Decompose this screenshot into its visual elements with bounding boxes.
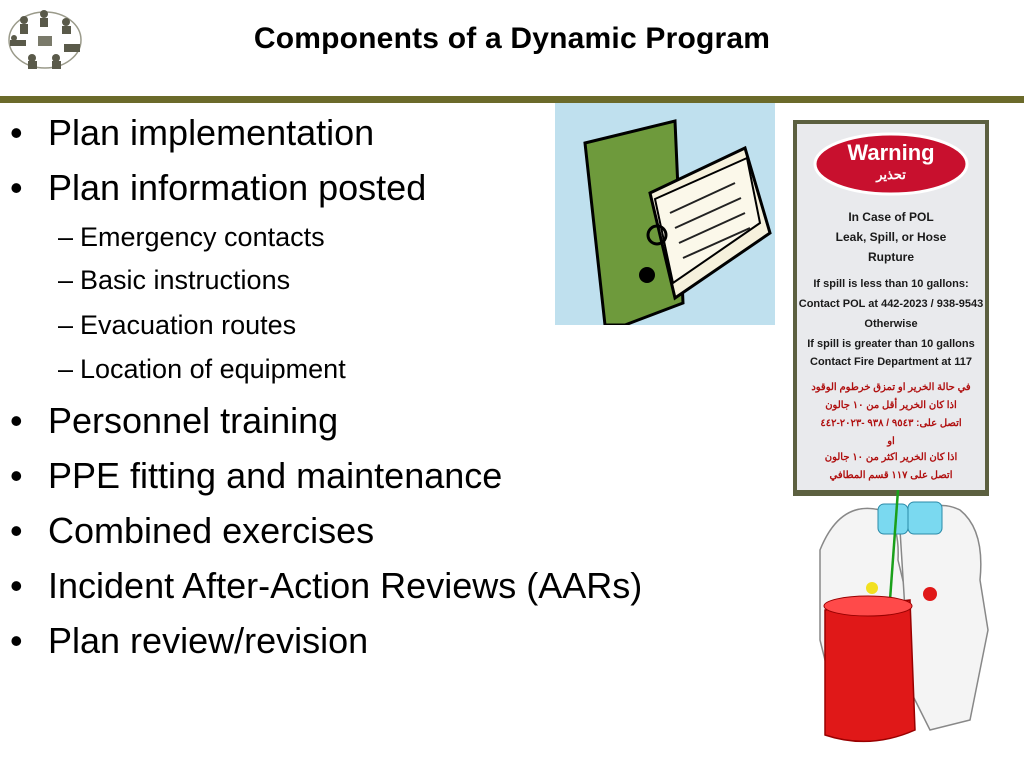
sub-bullet-item <box>58 310 296 341</box>
bullet-text: Personnel training <box>48 400 339 441</box>
bullet-text: Plan review/revision <box>48 620 369 661</box>
hazmat-suits-icon <box>800 490 990 768</box>
sub-bullet-item <box>58 222 325 253</box>
sign-arabic-line: اذا كان الخرير اكثر من ١٠ جالون <box>824 452 958 463</box>
sign-arabic-line: او <box>887 436 895 447</box>
dash-marker: – <box>58 310 74 340</box>
binder-icon <box>555 103 775 325</box>
sign-arabic-line: اتصل على: ٩٥٤٣ / ٩٣٨ -٢٠٢٣-٤٤٢ <box>820 418 962 429</box>
sign-heading-arabic: تحذير <box>876 167 906 182</box>
bullet-item <box>10 112 374 154</box>
sub-bullet-item <box>58 354 346 385</box>
bullet-marker: • <box>10 455 23 496</box>
bullet-item <box>10 565 642 607</box>
bullet-marker: • <box>10 510 23 551</box>
bullet-text: Incident After-Action Reviews (AARs) <box>48 565 643 606</box>
sub-bullet-item <box>58 265 290 296</box>
page-title: Components of a Dynamic Program <box>253 22 771 55</box>
sign-line: Otherwise <box>864 318 918 330</box>
sign-line: Contact Fire Department at 117 <box>810 356 972 368</box>
sign-line: Contact POL at 442-2023 / 938-9543 <box>798 298 984 310</box>
sub-bullet-text: Basic instructions <box>80 265 291 295</box>
bullet-marker: • <box>10 112 23 153</box>
bullet-text: Plan information posted <box>48 167 427 208</box>
sub-bullet-text: Emergency contacts <box>80 222 325 252</box>
bullet-item <box>10 620 368 662</box>
dash-marker: – <box>58 222 74 252</box>
sub-bullet-text: Evacuation routes <box>80 310 297 340</box>
bullet-item <box>10 510 374 552</box>
bullet-item <box>10 167 426 209</box>
bullet-marker: • <box>10 620 23 661</box>
dash-marker: – <box>58 265 74 295</box>
bullet-marker: • <box>10 167 23 208</box>
sign-arabic-line: اتصل على ١١٧ قسم المطافي <box>829 470 953 481</box>
sign-line: If spill is less than 10 gallons: <box>813 278 969 290</box>
sub-bullet-text: Location of equipment <box>80 354 346 384</box>
sign-line: In Case of POL <box>848 210 934 224</box>
dash-marker: – <box>58 354 74 384</box>
bullet-item <box>10 455 502 497</box>
sign-arabic-line: في حالة الخرير او تمزق خرطوم الوقود <box>811 382 971 393</box>
bullet-item <box>10 400 338 442</box>
sign-line: Leak, Spill, or Hose <box>835 230 947 244</box>
bullet-marker: • <box>10 400 23 441</box>
bullet-text: PPE fitting and maintenance <box>48 455 503 496</box>
title-divider <box>0 96 1024 103</box>
sign-heading: Warning <box>847 140 935 165</box>
sign-arabic-line: اذا كان الخرير أقل من ١٠ جالون <box>825 400 957 411</box>
sign-line: If spill is greater than 10 gallons <box>807 338 975 350</box>
bullet-text: Plan implementation <box>48 112 375 153</box>
bullet-marker: • <box>10 565 23 606</box>
sign-line: Rupture <box>868 250 914 264</box>
bullet-text: Combined exercises <box>48 510 375 551</box>
